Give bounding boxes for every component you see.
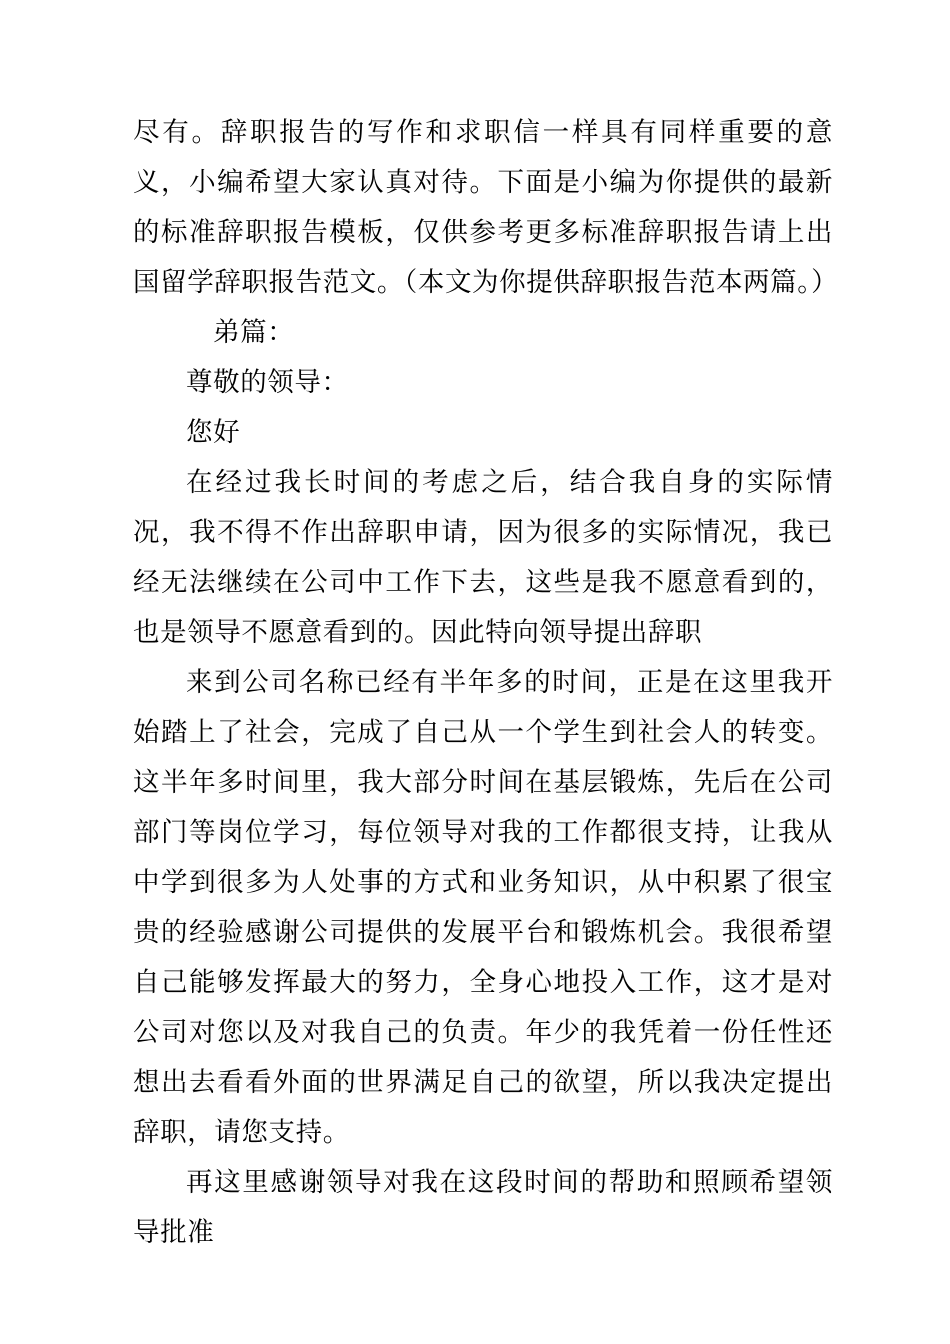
salutation: 尊敬的领导： [186,367,349,398]
body-paragraph: 在经过我长时间的考虑之后，结合我自身的实际情况，我不得不作出辞职申请，因为很多的实际情况，我已经无法继续在公司中工作下去，这些是我不愿意看到的，也是领导不愿意看到的。因此特向领导提出辞职 [133,467,833,648]
document-body [133,108,839,1258]
intro-paragraph: 尽有。辞职报告的写作和求职信一样具有同样重要的意义，小编希望大家认真对待。下面是小编为你提供的最新的标准辞职报告模板，仅供参考更多标准辞职报告请上出国留学辞职报告范文。（本文为你提供辞职报告范本两篇。） [133,117,839,298]
body-paragraph: 来到公司名称已经有半年多的时间，正是在这里我开始踏上了社会，完成了自己从一个学生到社会人的转变。这半年多时间里，我大部分时间在基层锻炼，先后在公司部门等岗位学习，每位领导对我的工作都很支持，让我从中学到很多为人处事的方式和业务知识，从中积累了很宝贵的经验感谢公司提供的发展平台和锻炼机会。我很希望自己能够发挥最大的努力，全身心地投入工作，这才是对公司对您以及对我自己的负责。年少的我凭着一份任性还想出去看看外面的世界满足自己的欲望，所以我决定提出辞职，请您支持。 [133,667,833,1148]
section-heading: 弟篇： [213,317,295,348]
closing-paragraph: 再这里感谢领导对我在这段时间的帮助和照顾希望领导批准 [133,1167,833,1248]
greeting: 您好 [186,417,241,448]
